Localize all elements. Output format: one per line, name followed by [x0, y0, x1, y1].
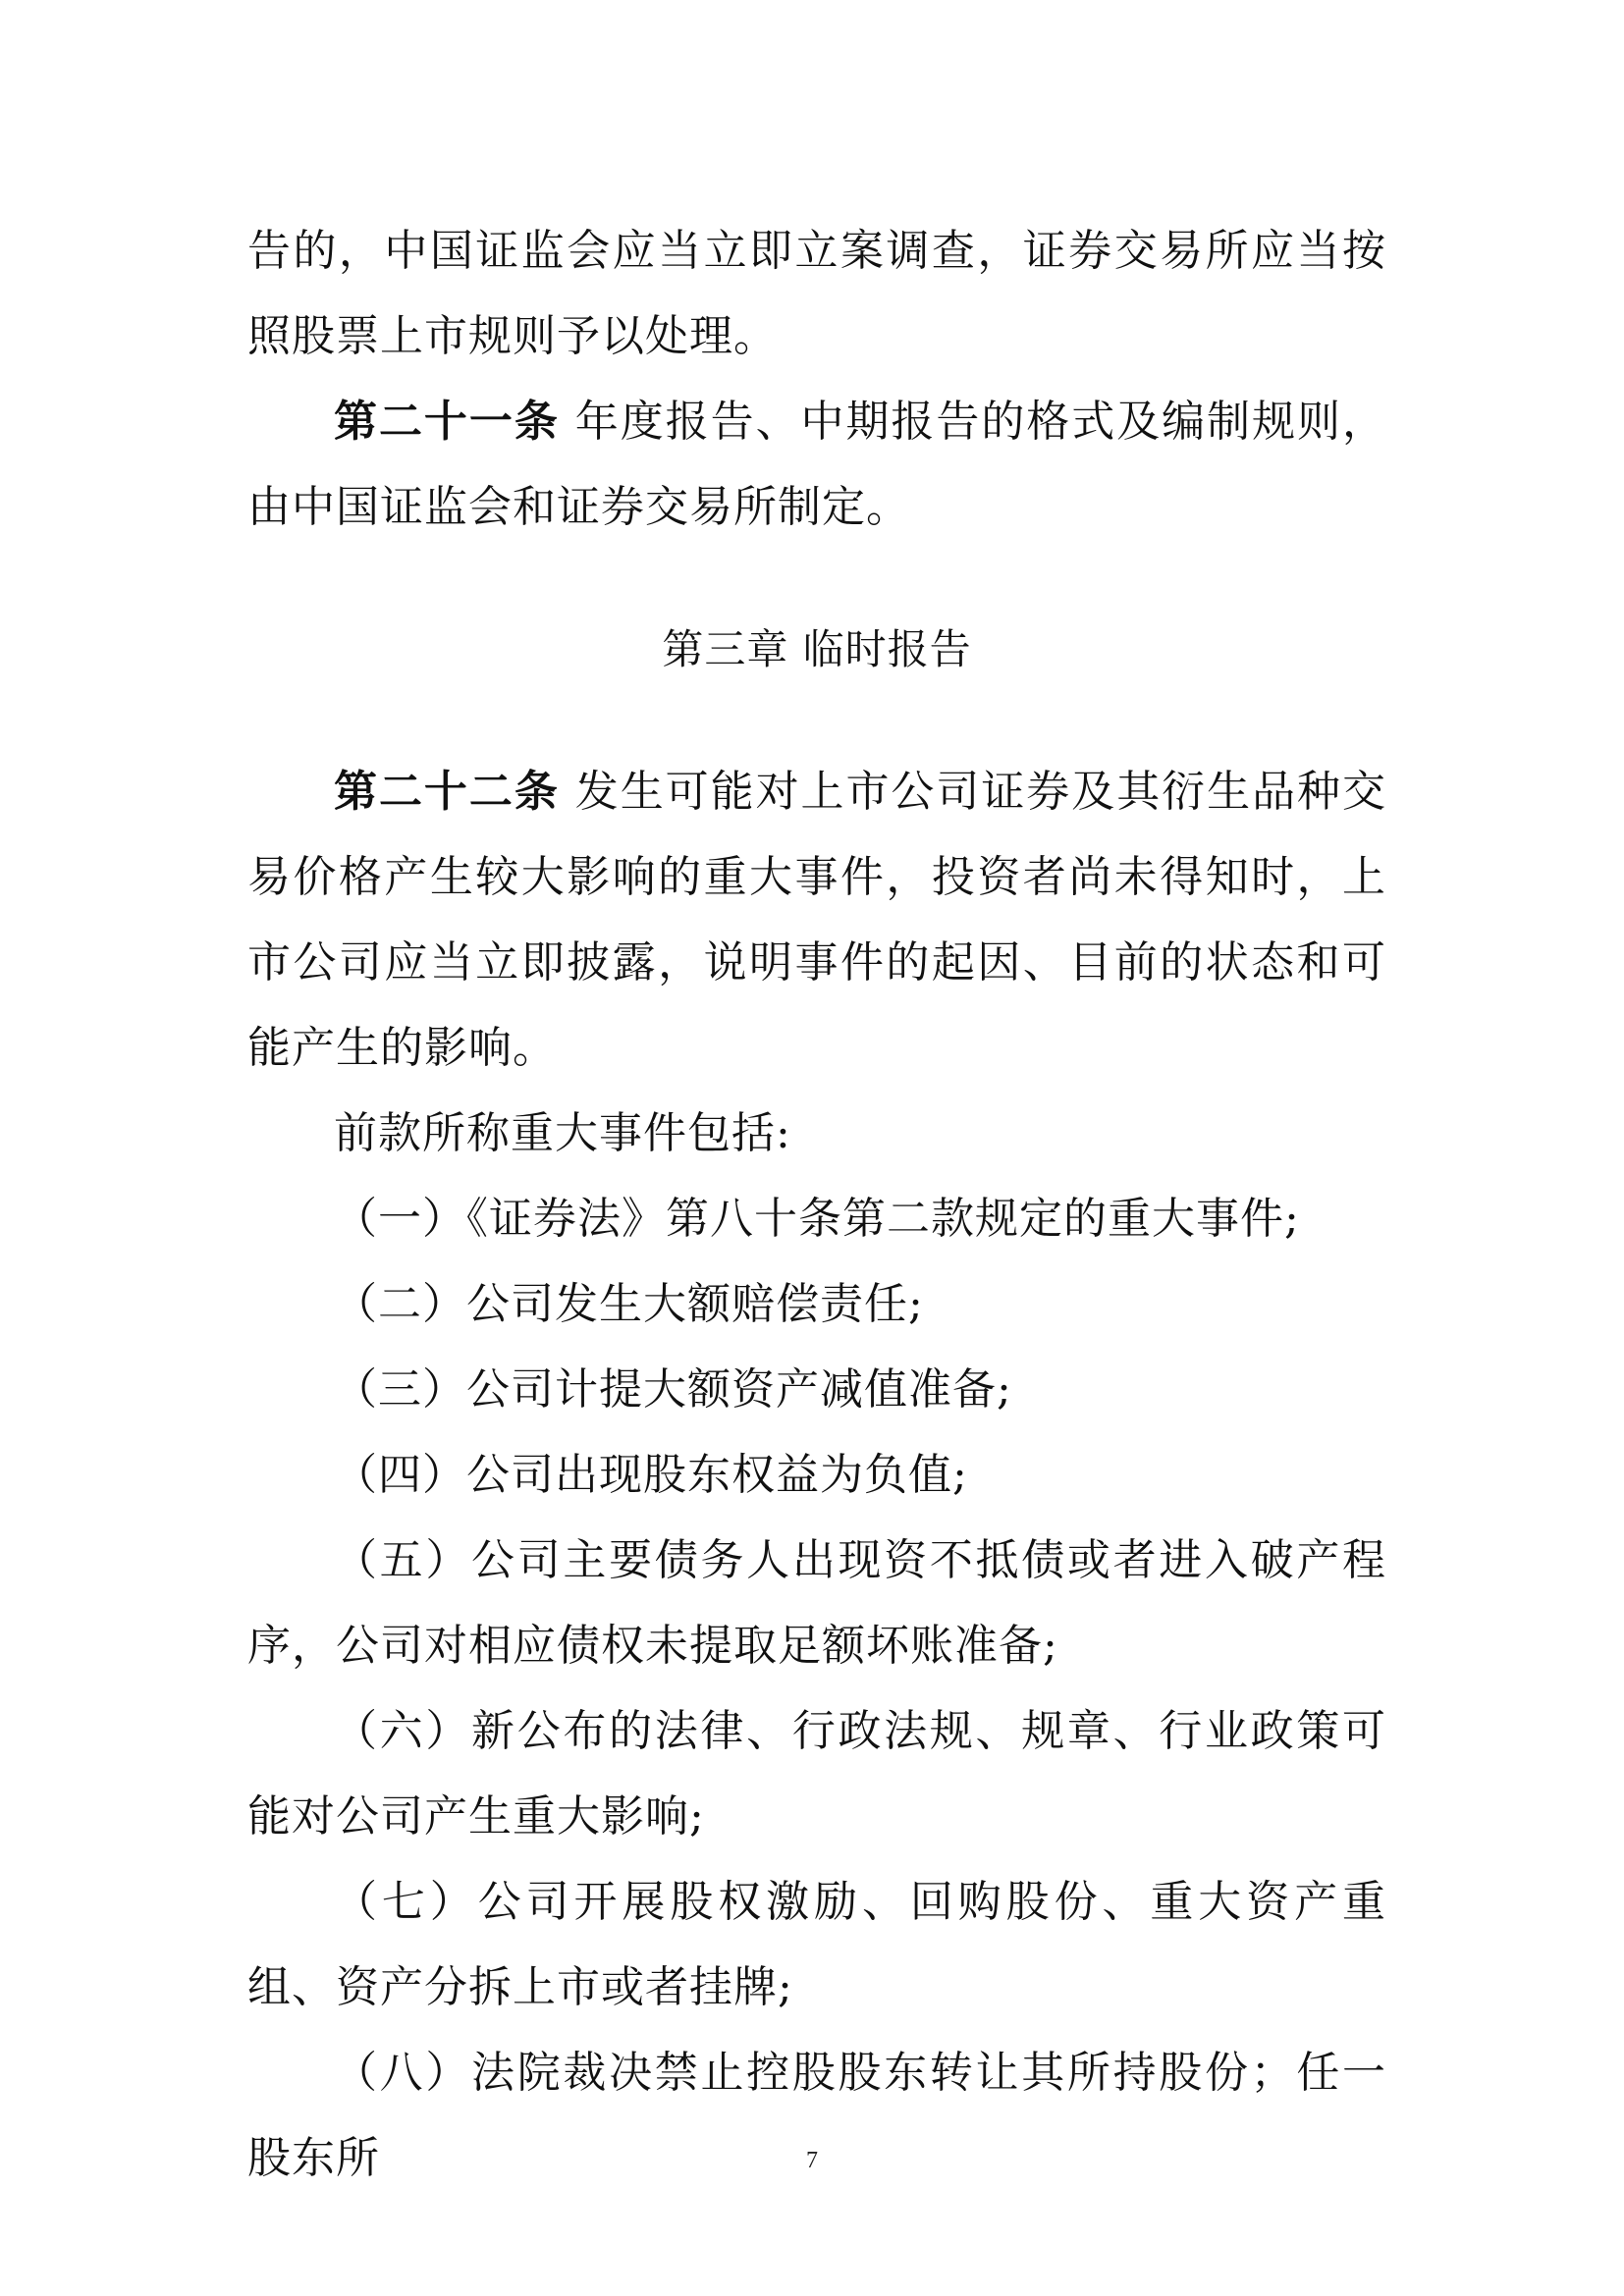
- chapter-title: 第三章 临时报告: [662, 625, 972, 673]
- list-item-2: （二）公司发生大额赔偿责任;: [334, 1279, 924, 1329]
- list-item-5: （五）公司主要债务人出现资不抵债或者进入破产程序，公司对相应债权未提取足额坏账准备;: [247, 1535, 1386, 1671]
- list-intro: 前款所称重大事件包括:: [334, 1108, 791, 1158]
- article-21: [247, 379, 1386, 550]
- spacer: [247, 550, 1386, 607]
- continued-paragraph: 告的，中国证监会应当立即立案调查，证券交易所应当按照股票上市规则予以处理。: [247, 226, 1386, 361]
- spacer: [247, 692, 1386, 749]
- list-item-3: （三）公司计提大额资产减值准备;: [334, 1364, 1012, 1415]
- list-item-7: （七）公司开展股权激励、回购股份、重大资产重组、资产分拆上市或者挂牌;: [247, 1877, 1386, 2012]
- page-number: 7: [806, 2148, 818, 2173]
- list-item-4: （四）公司出现股东权益为负值;: [334, 1450, 968, 1500]
- article-22-label: 第二十二条: [334, 767, 560, 817]
- list-item-6: （六）新公布的法律、行政法规、规章、行业政策可能对公司产生重大影响;: [247, 1706, 1386, 1842]
- list-item-8: （八）法院裁决禁止控股股东转让其所持股份；任一股东所: [247, 2048, 1386, 2183]
- article-21-label: 第二十一条: [334, 397, 560, 447]
- article-22: [247, 749, 1386, 1091]
- article-21-text: 年度报告、中期报告的格式及编制规则，由中国证监会和证券交易所制定。: [247, 397, 1386, 532]
- article-22-text: 发生可能对上市公司证券及其衍生品种交易价格产生较大影响的重大事件，投资者尚未得知时，上市公司应当立即披露，说明事件的起因、目前的状态和可能产生的影响。: [247, 767, 1386, 1073]
- list-item-1: （一）《证券法》第八十条第二款规定的重大事件;: [334, 1194, 1300, 1244]
- document-body: [247, 208, 1386, 2201]
